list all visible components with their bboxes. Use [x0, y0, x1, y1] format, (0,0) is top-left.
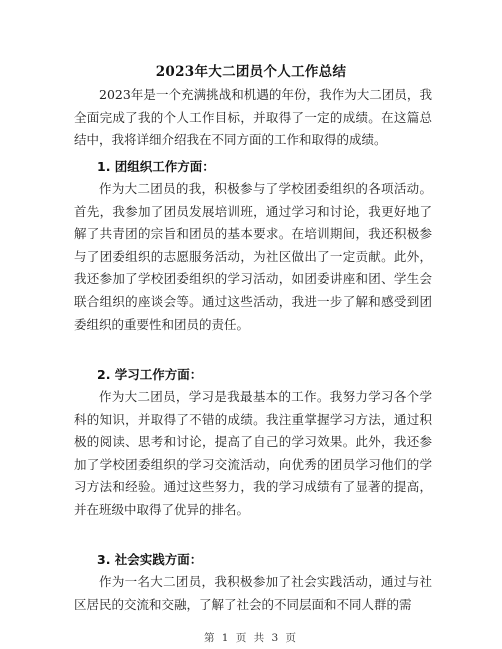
section-text-1: 作为大二团员的我，积极参与了学校团委组织的各项活动。首先，我参加了团员发展培训班，通过学习和讨论，我更好地了解了共青团的宗旨和团员的基本要求。在培训期间，我还积极参与了团委组织的志愿服务活动，为社区做出了一定贡献。此外，我还参加了学校团委组织的学习活动，如团委讲座和团、学生会联合组织的座谈会等。通过这些活动，我进一步了解和感受到团委组织的重要性和团员的责任。: [74, 181, 432, 332]
page-footer: 第 1 页 共 3 页: [203, 632, 299, 644]
section-text-3: 作为一名大二团员，我积极参加了社会实践活动，通过与社区居民的交流和交融，了解了社会的不同层面和不同人群的需: [74, 574, 432, 612]
intro-paragraph: 2023年是一个充满挑战和机遇的年份，我作为大二团员，我全面完成了我的个人工作目标，并取得了一定的成绩。在这篇总结中，我将详细介绍我在不同方面的工作和取得的成绩。: [74, 87, 432, 148]
section-heading-3: 3. 社会实践方面：: [97, 552, 203, 567]
document-title: 2023年大二团员个人工作总结: [155, 64, 347, 80]
section-heading-1: 1. 团组织工作方面：: [97, 159, 215, 174]
section-text-2: 作为大二团员，学习是我最基本的工作。我努力学习各个学科的知识，并取得了不错的成绩。我注重掌握学习方法，通过积极的阅读、思考和讨论，提高了自己的学习效果。此外，我还参加了学校团委组织的学习交流活动，向优秀的团员学习他们的学习方法和经验。通过这些努力，我的学习成绩有了显著的提高，并在班级中取得了优异的排名。: [74, 389, 432, 517]
section-heading-2: 2. 学习工作方面：: [97, 367, 203, 382]
